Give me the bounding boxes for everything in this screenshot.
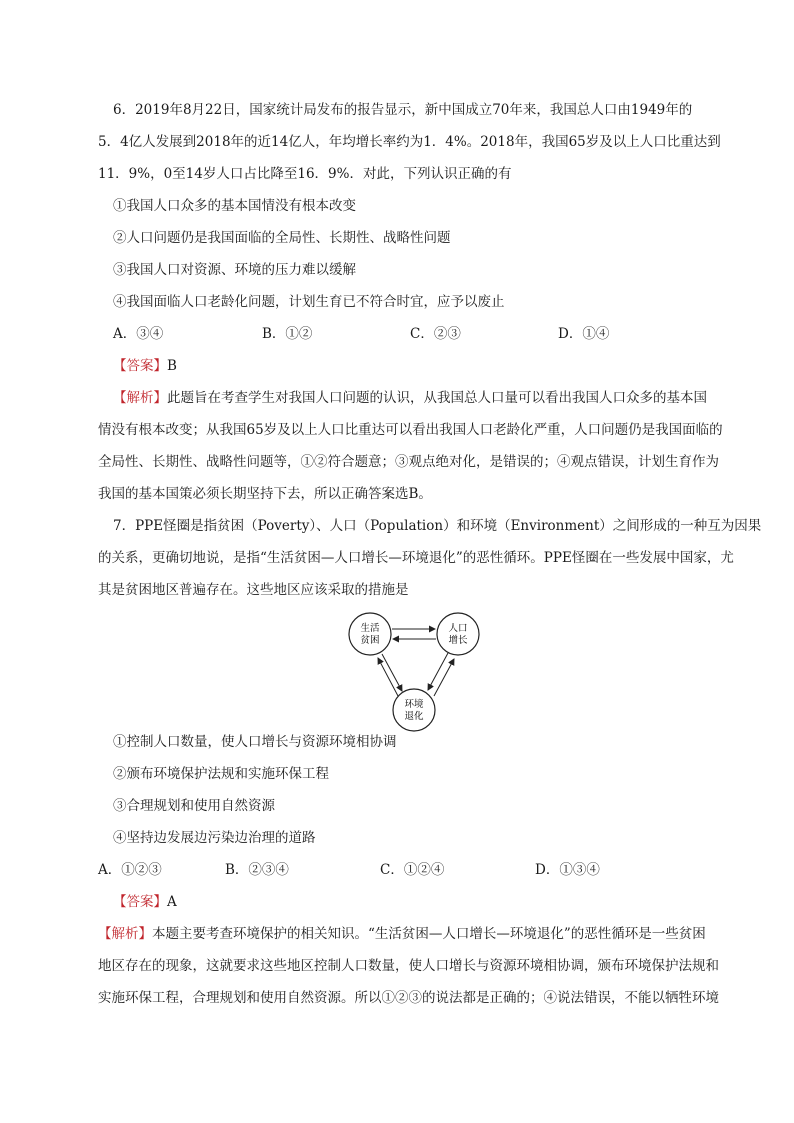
ppe-cycle-diagram bbox=[340, 610, 500, 740]
q6-answer-label: 【答案】 bbox=[113, 358, 167, 374]
node-environment-label-1: 环境 bbox=[404, 699, 424, 710]
q7-option-c: C．①②④ bbox=[380, 862, 445, 878]
q7-analysis-label: 【解析】 bbox=[98, 926, 152, 942]
q6-answer bbox=[113, 354, 177, 374]
q6-stem-line-2: 5．4亿人发展到2018年的近14亿人，年均增长率约为1．4%。2018年，我国65岁及以上人口比重达到 bbox=[98, 134, 721, 150]
q7-item-1: ①控制人口数量，使人口增长与资源环境相协调 bbox=[113, 734, 397, 750]
q6-item-1: ①我国人口众多的基本国情没有根本改变 bbox=[113, 198, 356, 214]
q6-analysis-line-2: 情没有根本改变；从我国65岁及以上人口比重达可以看出我国人口老龄化严重，人口问题仍是我国面临的 bbox=[98, 422, 723, 438]
q6-analysis-line-1 bbox=[113, 386, 707, 406]
q7-option-b: B．②③④ bbox=[225, 862, 289, 878]
node-population-label-2: 增长 bbox=[448, 635, 468, 646]
q7-answer-value: A bbox=[167, 894, 177, 910]
q6-option-b: B．①② bbox=[262, 326, 313, 342]
q7-item-4: ④坚持边发展边污染边治理的道路 bbox=[113, 830, 316, 846]
q6-option-d: D．①④ bbox=[558, 326, 610, 342]
q7-analysis-text-1: 本题主要考查环境保护的相关知识。“生活贫困—人口增长—环境退化”的恶性循环是一些贫困 bbox=[152, 926, 706, 942]
q6-analysis-line-3: 全局性、长期性、战略性问题等，①②符合题意；③观点绝对化，是错误的；④观点错误，计划生育作为 bbox=[98, 454, 719, 470]
q6-item-3: ③我国人口对资源、环境的压力难以缓解 bbox=[113, 262, 356, 278]
q7-option-a: A．①②③ bbox=[98, 862, 162, 878]
q6-analysis-label: 【解析】 bbox=[113, 390, 167, 406]
node-environment bbox=[393, 689, 435, 731]
node-poverty-label-1: 生活 bbox=[360, 623, 380, 634]
node-population-label-1: 人口 bbox=[448, 623, 468, 634]
q6-answer-value: B bbox=[167, 358, 177, 374]
q7-analysis-line-3: 实施环保工程，合理规划和使用自然资源。所以①②③的说法都是正确的；④说法错误，不能以牺牲环境 bbox=[98, 990, 719, 1006]
q7-analysis-line-2: 地区存在的现象，这就要求这些地区控制人口数量，使人口增长与资源环境相协调，颁布环境保护法规和 bbox=[98, 958, 719, 974]
q7-stem-line-2: 的关系，更确切地说，是指“生活贫困—人口增长—环境退化”的恶性循环。PPE怪圈在一些发展中国家，尤 bbox=[98, 550, 734, 566]
node-poverty bbox=[349, 613, 391, 655]
q6-stem-line-1: 6．2019年8月22日，国家统计局发布的报告显示，新中国成立70年来，我国总人口由1949年的 bbox=[113, 102, 693, 118]
q7-answer-label: 【答案】 bbox=[113, 894, 167, 910]
q6-option-c: C．②③ bbox=[410, 326, 461, 342]
q7-item-2: ②颁布环境保护法规和实施环保工程 bbox=[113, 766, 329, 782]
node-poverty-label-2: 贫困 bbox=[360, 635, 380, 646]
q7-stem-line-3: 其是贫困地区普遍存在。这些地区应该采取的措施是 bbox=[98, 582, 409, 598]
arrow-environment-to-population bbox=[434, 659, 454, 696]
q6-item-4: ④我国面临人口老龄化问题，计划生育已不符合时宜，应予以废止 bbox=[113, 294, 505, 310]
q6-analysis-text-1: 此题旨在考查学生对我国人口问题的认识，从我国总人口量可以看出我国人口众多的基本国 bbox=[167, 390, 707, 406]
q7-answer bbox=[113, 890, 177, 910]
q6-item-2: ②人口问题仍是我国面临的全局性、长期性、战略性问题 bbox=[113, 230, 451, 246]
node-population bbox=[437, 613, 479, 655]
q7-item-3: ③合理规划和使用自然资源 bbox=[113, 798, 275, 814]
q6-stem-line-3: 11．9%，0至14岁人口占比降至16．9%．对此，下列认识正确的有 bbox=[98, 166, 512, 182]
arrow-population-to-environment bbox=[428, 653, 448, 690]
q7-stem-line-1: 7．PPE怪圈是指贫困（Poverty）、人口（Population）和环境（Environment）之间形成的一种互为因果 bbox=[113, 518, 762, 534]
q7-option-d: D．①③④ bbox=[535, 862, 600, 878]
q6-option-a: A．③④ bbox=[113, 326, 164, 342]
node-environment-label-2: 退化 bbox=[404, 711, 424, 722]
q6-analysis-line-4: 我国的基本国策必须长期坚持下去，所以正确答案选B。 bbox=[98, 486, 432, 502]
q7-analysis-line-1 bbox=[98, 922, 706, 942]
